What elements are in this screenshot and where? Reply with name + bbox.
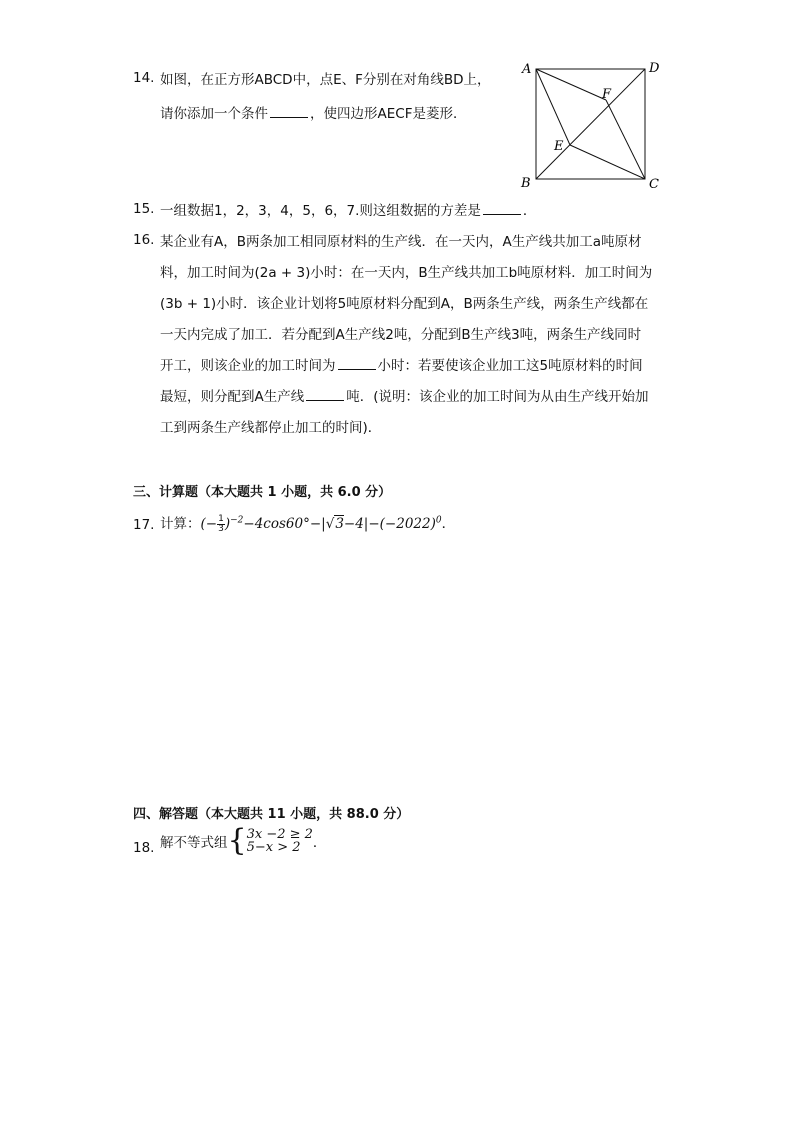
q15-answer-blank: [483, 202, 521, 215]
diagonal-bd: [536, 69, 645, 179]
q16-line5-b: 小时：若要使该企业加工这5吨原材料的时间: [377, 358, 643, 374]
q15-text-a: 一组数据1，2，3，4，5，6，7.则这组数据的方差是: [160, 203, 481, 219]
q16-line2: 料，加工时间为(2a + 3)小时：在一天内，B生产线共加工b吨原材料．加工时间为: [160, 265, 653, 281]
q17-frac-bot: 3: [218, 523, 224, 534]
label-d: D: [649, 61, 660, 76]
q17-mid: −4cos60°−|: [243, 516, 326, 532]
q15-number: 15.: [133, 201, 155, 217]
q17-close-paren: ): [224, 516, 231, 532]
section-3-title: 三、计算题（本大题共 1 小题，共 6.0 分）: [133, 485, 392, 500]
q18-ineq-2: 5−x > 2: [246, 840, 301, 855]
q16-number: 16.: [133, 232, 155, 248]
q16-line5: [160, 354, 643, 374]
q16-line4: 一天内完成了加工．若分配到A生产线2吨，分配到B生产线3吨，两条生产线同时: [160, 327, 642, 343]
segment-fc: [606, 100, 645, 179]
q18-expression: [160, 823, 327, 858]
q17-sqrt-sign: √: [325, 516, 335, 532]
q14-answer-blank: [270, 105, 308, 118]
q18-number: 18.: [133, 840, 155, 856]
label-b: B: [521, 176, 531, 191]
q18-end: ．: [312, 835, 327, 851]
q17-fraction: [217, 515, 225, 534]
segment-ae: [536, 69, 570, 145]
q14-line2: [160, 102, 466, 122]
q16-line3: (3b + 1)小时．该企业计划将5吨原材料分配到A，B两条生产线，两条生产线都在: [160, 296, 649, 312]
q17-exponent-2: 0: [435, 515, 442, 526]
q15-text-b: ．: [522, 203, 537, 219]
q18-ineq-1: 3x −2 ≥ 2: [246, 827, 313, 842]
q16-line7: 工到两条生产线都停止加工的时间)．: [160, 420, 382, 436]
q17-exponent-1: −2: [230, 515, 244, 526]
segment-af: [536, 69, 606, 100]
q18-system: [247, 828, 313, 854]
segment-ec: [570, 145, 645, 179]
q14-line2-b: ，使四边形AECF是菱形．: [310, 106, 467, 122]
q17-prefix: 计算：: [160, 516, 201, 532]
q18-brace: {: [227, 823, 247, 858]
q16-answer-blank-2: [306, 388, 344, 401]
q16-answer-blank-1: [338, 357, 376, 370]
q16-line5-a: 开工，则该企业的加工时间为: [160, 358, 336, 374]
q17-end: ．: [441, 516, 456, 532]
q17-sqrt-arg: 3: [335, 516, 344, 532]
q18-prefix: 解不等式组: [160, 835, 228, 851]
section-4-title: 四、解答题（本大题共 11 小题，共 88.0 分）: [133, 807, 410, 822]
label-f: F: [602, 87, 612, 102]
q16-line6-a: 最短，则分配到A生产线: [160, 389, 305, 405]
q17-number: 17.: [133, 517, 155, 533]
label-e: E: [554, 139, 564, 154]
q15-text: [160, 199, 536, 219]
square-diagram-svg: [518, 58, 668, 193]
q17-after-sqrt: −4|−(−2022): [343, 516, 436, 532]
label-a: A: [522, 62, 532, 77]
q14-number: 14.: [133, 70, 155, 86]
q17-expression: [160, 512, 455, 534]
q16-line1: 某企业有A，B两条加工相同原材料的生产线．在一天内，A生产线共加工a吨原材: [160, 234, 642, 250]
q16-line6-b: 吨．(说明：该企业的加工时间为从由生产线开始加: [346, 389, 649, 405]
label-c: C: [649, 177, 659, 192]
q17-frac-top: 1: [218, 513, 224, 524]
q17-open-paren: (−: [200, 516, 218, 532]
square-diagram: [518, 58, 668, 197]
q16-line6: [160, 385, 649, 405]
q14-line1: 如图，在正方形ABCD中，点E、F分别在对角线BD上，: [160, 72, 491, 88]
q14-line2-a: 请你添加一个条件: [160, 106, 268, 122]
